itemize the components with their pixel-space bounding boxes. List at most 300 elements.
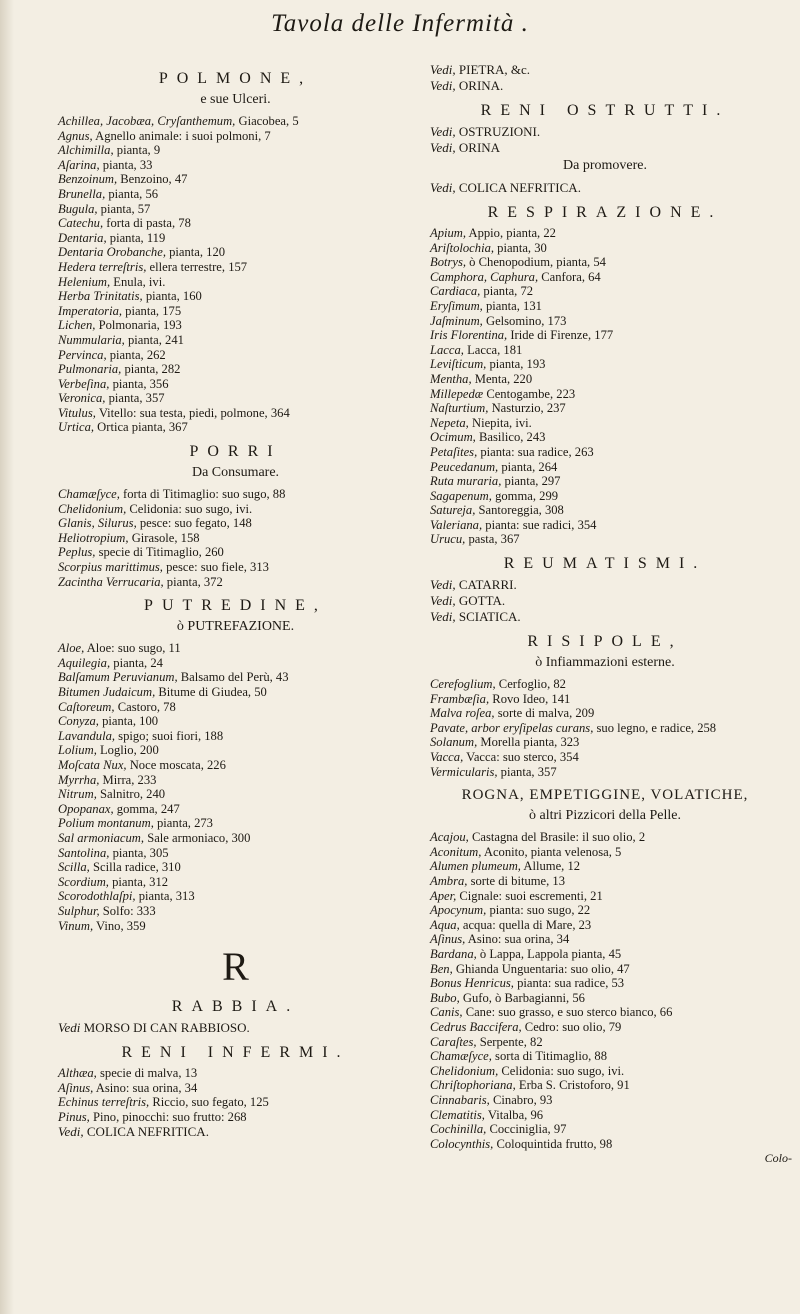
ref-list (430, 62, 780, 94)
index-entry (430, 270, 780, 285)
section-title: RABBIA. (171, 998, 300, 1016)
index-entry (58, 348, 413, 363)
latin-term: Aſinus, (58, 1080, 94, 1095)
index-entry (58, 158, 413, 173)
latin-term: Scorodothlaſpi, (58, 889, 136, 904)
index-entry (58, 187, 413, 202)
cross-reference (430, 62, 780, 78)
latin-term: Frambæſia, (430, 691, 490, 706)
entry-description: pianta, 57 (97, 201, 151, 216)
index-entry (58, 406, 413, 421)
entry-description: ellera terrestre, 157 (146, 259, 248, 274)
cross-reference (58, 1020, 413, 1036)
latin-term: Millepedæ (430, 386, 484, 401)
latin-term: Herba Trinitatis, (58, 289, 143, 304)
latin-term: Santolina, (58, 845, 110, 860)
entry-description: pianta, 262 (106, 347, 166, 362)
latin-term: Brunella, (58, 186, 106, 201)
reference-target: CATARRI. (455, 577, 517, 593)
index-entry (430, 874, 780, 889)
latin-term: Pavate, arbor eryſipelas curans, (430, 720, 594, 735)
latin-term: Apocynum, (430, 903, 487, 918)
section-porri (58, 443, 413, 589)
index-entry (430, 830, 780, 845)
index-entry (58, 304, 413, 319)
latin-term: Peplus, (58, 545, 96, 560)
entry-description: specie di malva, 13 (96, 1066, 198, 1081)
entry-description: Balsamo del Perù, 43 (177, 670, 289, 685)
latin-term: Lichen, (58, 318, 96, 333)
section-title: PORRI (189, 443, 282, 461)
entry-description: sorta di Titimaglio, 88 (491, 1049, 608, 1064)
latin-term: Aper, (430, 888, 457, 903)
latin-term: Sagapenum, (430, 488, 492, 503)
latin-term: Clematitis, (430, 1107, 485, 1122)
index-entry (58, 641, 413, 656)
vedi-label: Vedi, (430, 609, 456, 625)
latin-term: Moſcata Nux, (58, 757, 127, 772)
index-entry (430, 357, 780, 372)
latin-term: Verbeſina, (58, 376, 110, 391)
entry-description: Gelsomino, 173 (482, 313, 567, 328)
latin-term: Colocynthis, (430, 1136, 494, 1151)
entry-description: Girasole, 158 (128, 530, 200, 545)
index-entry (430, 677, 780, 692)
ref-list (58, 1020, 413, 1036)
latin-term: Urucu, (430, 532, 466, 547)
entry-description: Sale armoniaco, 300 (144, 830, 251, 845)
index-entry (430, 859, 780, 874)
entry-description: pianta: sua radice, 263 (477, 444, 594, 459)
index-entry (58, 560, 413, 575)
index-entry (430, 1122, 780, 1137)
right-column (430, 62, 780, 1157)
index-entry (430, 532, 780, 547)
index-entry (58, 787, 413, 802)
entry-description: pianta, 241 (124, 332, 184, 347)
latin-term: Echinus terreſtris, (58, 1095, 150, 1110)
latin-term: Opopanax, (58, 801, 114, 816)
reference-target: GOTTA. (455, 593, 506, 609)
cross-reference (430, 593, 780, 609)
entry-description: pianta, 357 (105, 391, 165, 406)
index-entry (430, 255, 780, 270)
section-reni-infermi (58, 1044, 413, 1140)
entry-description: Cocciniglia, 97 (486, 1122, 567, 1137)
index-entry (58, 831, 413, 846)
entry-description: pasta, 367 (465, 532, 520, 547)
section-title: RISIPOLE, (527, 633, 683, 651)
latin-term: Pulmonaria, (58, 362, 122, 377)
latin-term: Ben, (430, 961, 453, 976)
index-entry (430, 489, 780, 504)
entry-description: Solfo: 333 (99, 903, 156, 918)
latin-term: Cardiaca, (430, 284, 481, 299)
index-entry (58, 816, 413, 831)
latin-term: Cerefoglium, (430, 677, 496, 692)
section-risipole (430, 633, 780, 779)
vedi-label: Vedi, (58, 1124, 84, 1140)
index-entry (430, 328, 780, 343)
latin-term: Peucedanum, (430, 459, 499, 474)
vedi-label: Vedi, (430, 62, 456, 77)
latin-term: Hedera terreſtris, (58, 259, 147, 274)
ref-list (58, 1124, 413, 1140)
index-entry (430, 932, 780, 947)
section-reni-ostrutti (430, 102, 780, 196)
latin-term: Chamæſyce, (58, 487, 120, 502)
index-entry (58, 143, 413, 158)
index-entry (430, 845, 780, 860)
section-subtitle: Da promovere. (563, 158, 647, 173)
entry-description: pesce: suo fiele, 313 (162, 560, 269, 575)
latin-term: Urtica, (58, 420, 95, 435)
entry-description: Serpente, 82 (476, 1034, 543, 1049)
index-entry (430, 226, 780, 241)
entry-description: Gufo, ò Barbagianni, 56 (459, 990, 585, 1005)
entry-description: Erba S. Cristoforo, 91 (515, 1078, 630, 1093)
index-entry (430, 735, 780, 750)
index-entry (58, 275, 413, 290)
cross-reference (430, 180, 780, 196)
entry-description: Asino: sua orina, 34 (465, 932, 570, 947)
latin-term: Catechu, (58, 216, 104, 231)
entry-description: Enula, ivi. (110, 274, 166, 289)
latin-term: Cinnabaris, (430, 1092, 490, 1107)
entry-description: Centogambe, 223 (483, 386, 576, 401)
latin-term: Imperatoria, (58, 303, 123, 318)
entry-description: sorte di malva, 209 (494, 706, 595, 721)
index-entry (430, 1020, 780, 1035)
entry-description: pianta, 120 (165, 245, 226, 260)
entry-description: Lacca, 181 (463, 342, 523, 357)
latin-term: Vacca, (430, 750, 464, 765)
entry-description: Scilla radice, 310 (89, 860, 181, 875)
index-entry (430, 430, 780, 445)
latin-term: Iris Florentina, (430, 328, 508, 343)
index-entry (430, 947, 780, 962)
vedi-label: Vedi, (430, 180, 456, 195)
section-title: POLMONE, (158, 70, 313, 87)
index-entry (58, 129, 413, 144)
index-entry (430, 1137, 780, 1152)
index-entry (58, 685, 413, 700)
entry-description: pianta, 56 (105, 186, 159, 201)
latin-term: Apium, (430, 226, 467, 240)
latin-term: Lacca, (430, 342, 464, 357)
index-entry (58, 656, 413, 671)
latin-term: Bugula, (58, 201, 98, 216)
index-entry (58, 919, 413, 934)
cross-reference (58, 1124, 413, 1140)
latin-term: Aſinus, (430, 932, 466, 947)
index-entry (58, 743, 413, 758)
vedi-label: Vedi, (430, 593, 456, 609)
latin-term: Vinum, (58, 918, 94, 933)
entry-description: Cane: suo grasso, e suo sterco bianco, 66 (462, 1005, 673, 1020)
reference-target: OSTRUZIONI. (455, 124, 541, 139)
latin-term: Alumen plumeum, (430, 859, 521, 874)
index-entry (58, 260, 413, 275)
index-entry (58, 729, 413, 744)
index-entry (58, 700, 413, 715)
latin-term: Bubo, (430, 990, 460, 1005)
index-entry (58, 333, 413, 348)
section-title: RENI INFERMI. (121, 1044, 350, 1062)
entry-description: forta di pasta, 78 (103, 216, 191, 231)
latin-term: Aſarina, (58, 157, 100, 172)
latin-term: Heliotropium, (58, 530, 129, 545)
entry-description: Vitalba, 96 (484, 1107, 544, 1122)
entry-list (430, 677, 780, 779)
index-entry (58, 531, 413, 546)
entry-description: pianta: sua radice, 53 (513, 976, 625, 991)
index-entry (430, 750, 780, 765)
reference-target: MORSO DI CAN RABBIOSO. (80, 1020, 250, 1036)
entry-description: forta di Titimaglio: suo sugo, 88 (119, 487, 286, 502)
entry-description: Asino: sua orina, 34 (93, 1080, 198, 1095)
index-entry (58, 362, 413, 377)
left-column (58, 62, 413, 1146)
latin-term: Balſamum Peruvianum, (58, 670, 178, 685)
ref-list (430, 180, 780, 196)
index-entry (430, 1108, 780, 1123)
index-entry (430, 299, 780, 314)
latin-term: Helenium, (58, 274, 111, 289)
latin-term: Bitumen Judaicum, (58, 685, 156, 699)
entry-description: pianta, 131 (482, 298, 542, 313)
latin-term: Malva roſea, (430, 706, 495, 721)
index-entry (430, 445, 780, 460)
index-entry (430, 1078, 780, 1093)
cross-reference (430, 124, 780, 140)
cross-reference (430, 577, 780, 593)
latin-term: Canis, (430, 1005, 463, 1020)
latin-term: Bonus Henricus, (430, 976, 514, 991)
index-entry (58, 773, 413, 788)
entry-description: gomma, 247 (113, 801, 180, 816)
index-entry (58, 1081, 413, 1096)
entry-description: Castagna del Brasile: il suo olio, 2 (468, 830, 646, 845)
latin-term: Myrrha, (58, 772, 100, 787)
latin-term: Aquilegia, (58, 655, 111, 670)
latin-term: Mentha, (430, 371, 472, 386)
entry-description: pianta, 119 (106, 230, 166, 245)
entry-description: Vitello: sua testa, piedi, polmone, 364 (95, 405, 290, 420)
vedi-label: Vedi, (430, 124, 456, 139)
section-respirazione (430, 204, 780, 547)
latin-term: Agnus, (58, 128, 93, 143)
entry-description: pianta, 100 (98, 714, 159, 729)
entry-description: pianta, 313 (135, 889, 195, 904)
entry-description: spigo; suoi fiori, 188 (115, 728, 224, 743)
vedi-label: Vedi, (430, 78, 456, 93)
entry-description: Riccio, suo fegato, 125 (149, 1095, 269, 1110)
entry-description: Cignale: suoi escrementi, 21 (456, 888, 603, 903)
latin-term: Lavandula, (58, 728, 116, 743)
entry-description: Giacobea, 5 (235, 114, 299, 128)
entry-description: pianta, 33 (99, 157, 153, 172)
index-entry (58, 802, 413, 817)
latin-term: Dentaria, (58, 230, 107, 245)
index-entry (58, 114, 413, 129)
entry-description: Vacca: suo sterco, 354 (463, 750, 579, 765)
section-title: PUTREDINE, (144, 597, 327, 615)
entry-description: pianta, 264 (498, 459, 558, 474)
entry-description: Cinabro, 93 (489, 1092, 553, 1107)
index-entry (430, 765, 780, 780)
latin-term: Jaſminum, (430, 313, 483, 328)
latin-term: Achillea, Jacobæa, Cryſanthemum, (58, 114, 236, 128)
entry-description: Polmonaria, 193 (95, 318, 182, 333)
index-entry (58, 502, 413, 517)
entry-description: pianta, 305 (109, 845, 169, 860)
index-entry (430, 903, 780, 918)
entry-description: sorte di bitume, 13 (467, 874, 566, 888)
entry-description: pianta, 160 (142, 289, 202, 304)
latin-term: Nitrum, (58, 787, 97, 802)
latin-term: Dentaria Orobanche, (58, 245, 166, 260)
latin-term: Glanis, Silurus, (58, 516, 137, 531)
latin-term: Veronica, (58, 391, 106, 406)
latin-term: Naſturtium, (430, 401, 489, 416)
latin-term: Nummularia, (58, 332, 125, 347)
index-entry (430, 460, 780, 475)
index-entry (58, 516, 413, 531)
entry-description: Noce moscata, 226 (126, 757, 226, 772)
index-entry (430, 314, 780, 329)
latin-term: Ruta muraria, (430, 474, 502, 489)
entry-description: Vino, 359 (93, 918, 146, 933)
section-title: RENI OSTRUTTI. (480, 102, 730, 119)
latin-term: Althæa, (58, 1066, 97, 1081)
latin-term: Aloe, (58, 641, 85, 656)
section-subtitle: e sue Ulceri. (200, 92, 271, 107)
page-gutter-shadow (0, 0, 14, 1314)
latin-term: Botrys, (430, 255, 467, 270)
index-entry (430, 343, 780, 358)
index-entry (58, 391, 413, 406)
latin-term: Cochinilla, (430, 1122, 487, 1137)
latin-term: Lolium, (58, 743, 97, 758)
index-entry (58, 846, 413, 861)
latin-term: Benzoinum, (58, 172, 118, 187)
entry-description: Cerfoglio, 82 (495, 677, 566, 692)
section-title: ROGNA, EMPETIGGINE, VOLATICHE, (461, 787, 749, 804)
entry-description: Castoro, 78 (114, 699, 176, 714)
index-entry (58, 289, 413, 304)
latin-term: Acajou, (430, 830, 469, 845)
index-entry (430, 1064, 780, 1079)
latin-term: Aconitum, (430, 844, 482, 859)
index-entry (58, 904, 413, 919)
latin-term: Scilla, (58, 860, 90, 875)
latin-term: Scorpius marittimus, (58, 560, 163, 575)
entry-description: suo legno, e radice, 258 (593, 720, 717, 735)
index-entry (430, 474, 780, 489)
section-subtitle: ò Infiammazioni esterne. (535, 655, 675, 671)
entry-description: pianta, 175 (122, 303, 182, 318)
entry-description: pianta, 30 (494, 240, 547, 255)
entry-description: Basilico, 243 (475, 430, 546, 445)
latin-term: Nepeta, (430, 415, 469, 430)
index-entry (430, 1035, 780, 1050)
index-entry (58, 245, 413, 260)
latin-term: Sulphur, (58, 903, 100, 918)
entry-description: pianta, 372 (163, 574, 223, 589)
latin-term: Chriſtophoriana, (430, 1078, 516, 1093)
entry-description: pianta, 193 (486, 357, 546, 372)
entry-description: pianta, 356 (109, 376, 169, 391)
entry-description: gomma, 299 (491, 488, 559, 503)
latin-term: Solanum, (430, 735, 478, 750)
index-entry (430, 976, 780, 991)
latin-term: Chelidonium, (430, 1063, 499, 1078)
entry-description: Mirra, 233 (99, 772, 157, 787)
latin-term: Pinus, (58, 1109, 90, 1124)
section-rabbia (58, 998, 413, 1036)
index-entry (58, 889, 413, 904)
entry-list (58, 1066, 413, 1124)
index-entry (430, 518, 780, 533)
index-entry (58, 1066, 413, 1081)
index-entry (430, 387, 780, 402)
reference-target: ORINA. (455, 78, 504, 93)
entry-description: Canfora, 64 (538, 269, 601, 284)
entry-description: Pino, pinocchi: suo frutto: 268 (89, 1109, 247, 1124)
latin-term: Polium montanum, (58, 816, 154, 831)
index-entry (430, 889, 780, 904)
entry-description: pianta, 357 (497, 764, 557, 779)
entry-list (58, 641, 413, 933)
index-entry (430, 372, 780, 387)
cross-reference (430, 609, 780, 625)
entry-description: pianta, 9 (113, 143, 161, 158)
reference-target: COLICA NEFRITICA. (455, 180, 581, 195)
entry-list (430, 830, 780, 1151)
index-entry (430, 721, 780, 736)
latin-term: Sal armoniacum, (58, 830, 145, 845)
latin-term: Caraſtes, (430, 1034, 477, 1049)
catchword: Colo- (764, 1151, 792, 1165)
index-entry (58, 1095, 413, 1110)
entry-description: Ortica pianta, 367 (94, 420, 188, 435)
latin-term: Scordium, (58, 874, 109, 889)
latin-term: Camphora, Caphura, (430, 269, 539, 284)
entry-description: Aloe: suo sugo, 11 (84, 641, 181, 656)
latin-term: Chelidonium, (58, 501, 127, 516)
section-subtitle: ò PUTREFAZIONE. (176, 619, 295, 635)
index-entry (58, 670, 413, 685)
latin-term: Pervinca, (58, 347, 107, 362)
entry-description: Celidonia: suo sugo, ivi. (498, 1063, 625, 1078)
entry-list (430, 226, 780, 547)
latin-term: Cedrus Baccifera, (430, 1019, 522, 1034)
index-entry (430, 692, 780, 707)
ref-list (430, 577, 780, 625)
entry-description: Nasturzio, 237 (488, 401, 566, 416)
entry-description: Benzoino, 47 (117, 172, 188, 187)
entry-description: acqua: quella di Mare, 23 (459, 917, 592, 932)
index-entry (58, 231, 413, 246)
index-entry (430, 918, 780, 933)
entry-description: pianta, 24 (110, 655, 163, 670)
index-entry (430, 991, 780, 1006)
index-entry (58, 1110, 413, 1125)
entry-description: Rovo Ideo, 141 (489, 691, 571, 706)
entry-description: pianta, 312 (108, 874, 169, 889)
entry-list (58, 487, 413, 589)
